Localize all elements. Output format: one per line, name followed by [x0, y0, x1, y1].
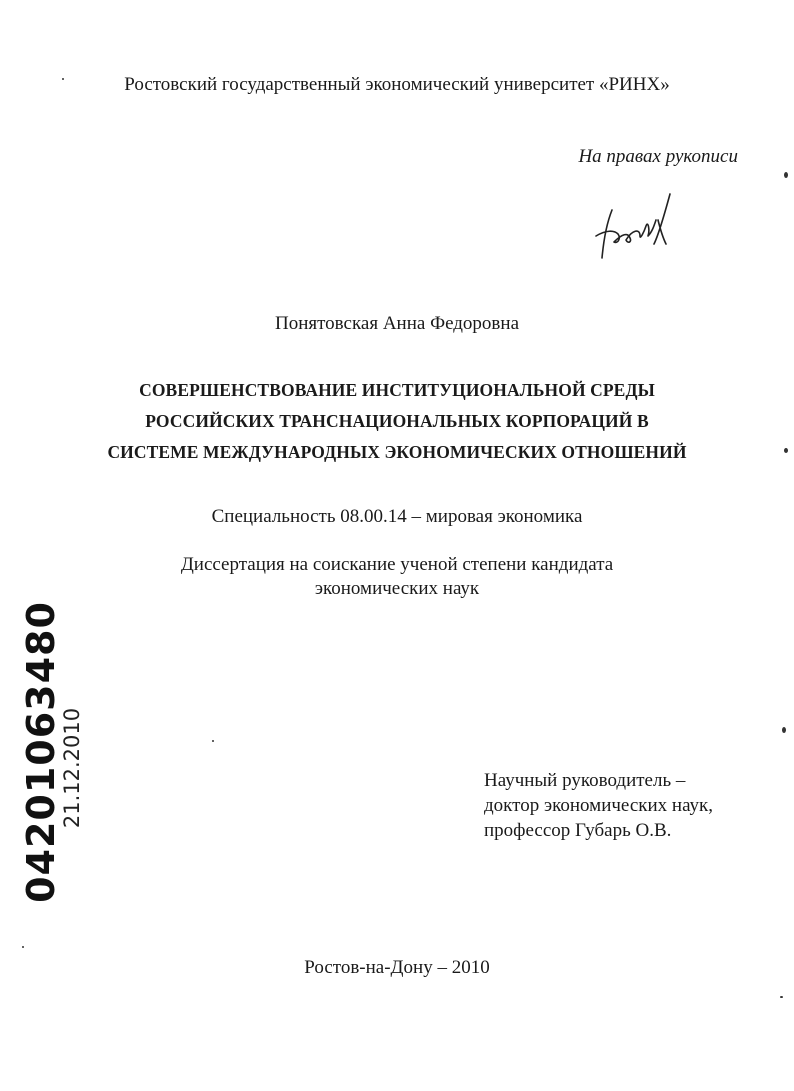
- supervisor-line-2: доктор экономических наук,: [484, 795, 714, 816]
- supervisor-line-3: профессор Губарь О.В.: [484, 820, 672, 841]
- library-stamp-date: 21.12.2010: [60, 707, 84, 829]
- scan-speck: [22, 946, 24, 948]
- supervisor-block: [484, 768, 713, 843]
- supervisor-line-1: Научный руководитель –: [484, 770, 686, 791]
- degree-line-2: экономических наук: [314, 578, 480, 599]
- degree-statement: [0, 553, 794, 601]
- city-year: Ростов-на-Дону – 2010: [304, 957, 490, 978]
- title-line-1: СОВЕРШЕНСТВОВАНИЕ ИНСТИТУЦИОНАЛЬНОЙ СРЕДЫ: [139, 380, 655, 400]
- title-line-3: СИСТЕМЕ МЕЖДУНАРОДНЫХ ЭКОНОМИЧЕСКИХ ОТНОШЕНИЙ: [107, 442, 687, 462]
- specialty: Специальность 08.00.14 – мировая экономика: [211, 506, 583, 527]
- university-name: Ростовский государственный экономический университет «РИНХ»: [124, 74, 670, 95]
- author-name: Понятовская Анна Федоровна: [274, 313, 519, 334]
- scan-speck: [784, 448, 788, 453]
- scan-speck: [62, 78, 64, 80]
- author-signature: [588, 186, 678, 266]
- scan-speck: [212, 740, 214, 742]
- dissertation-title: [0, 375, 794, 468]
- degree-line-1: Диссертация на соискание ученой степени кандидата: [180, 554, 614, 575]
- library-stamp-number: 04201063480: [19, 601, 63, 903]
- scan-speck: [784, 172, 788, 178]
- manuscript-note: На правах рукописи: [578, 146, 738, 167]
- scan-speck: [780, 996, 783, 998]
- title-line-2: РОССИЙСКИХ ТРАНСНАЦИОНАЛЬНЫХ КОРПОРАЦИЙ В: [145, 411, 649, 431]
- scan-speck: [782, 727, 786, 733]
